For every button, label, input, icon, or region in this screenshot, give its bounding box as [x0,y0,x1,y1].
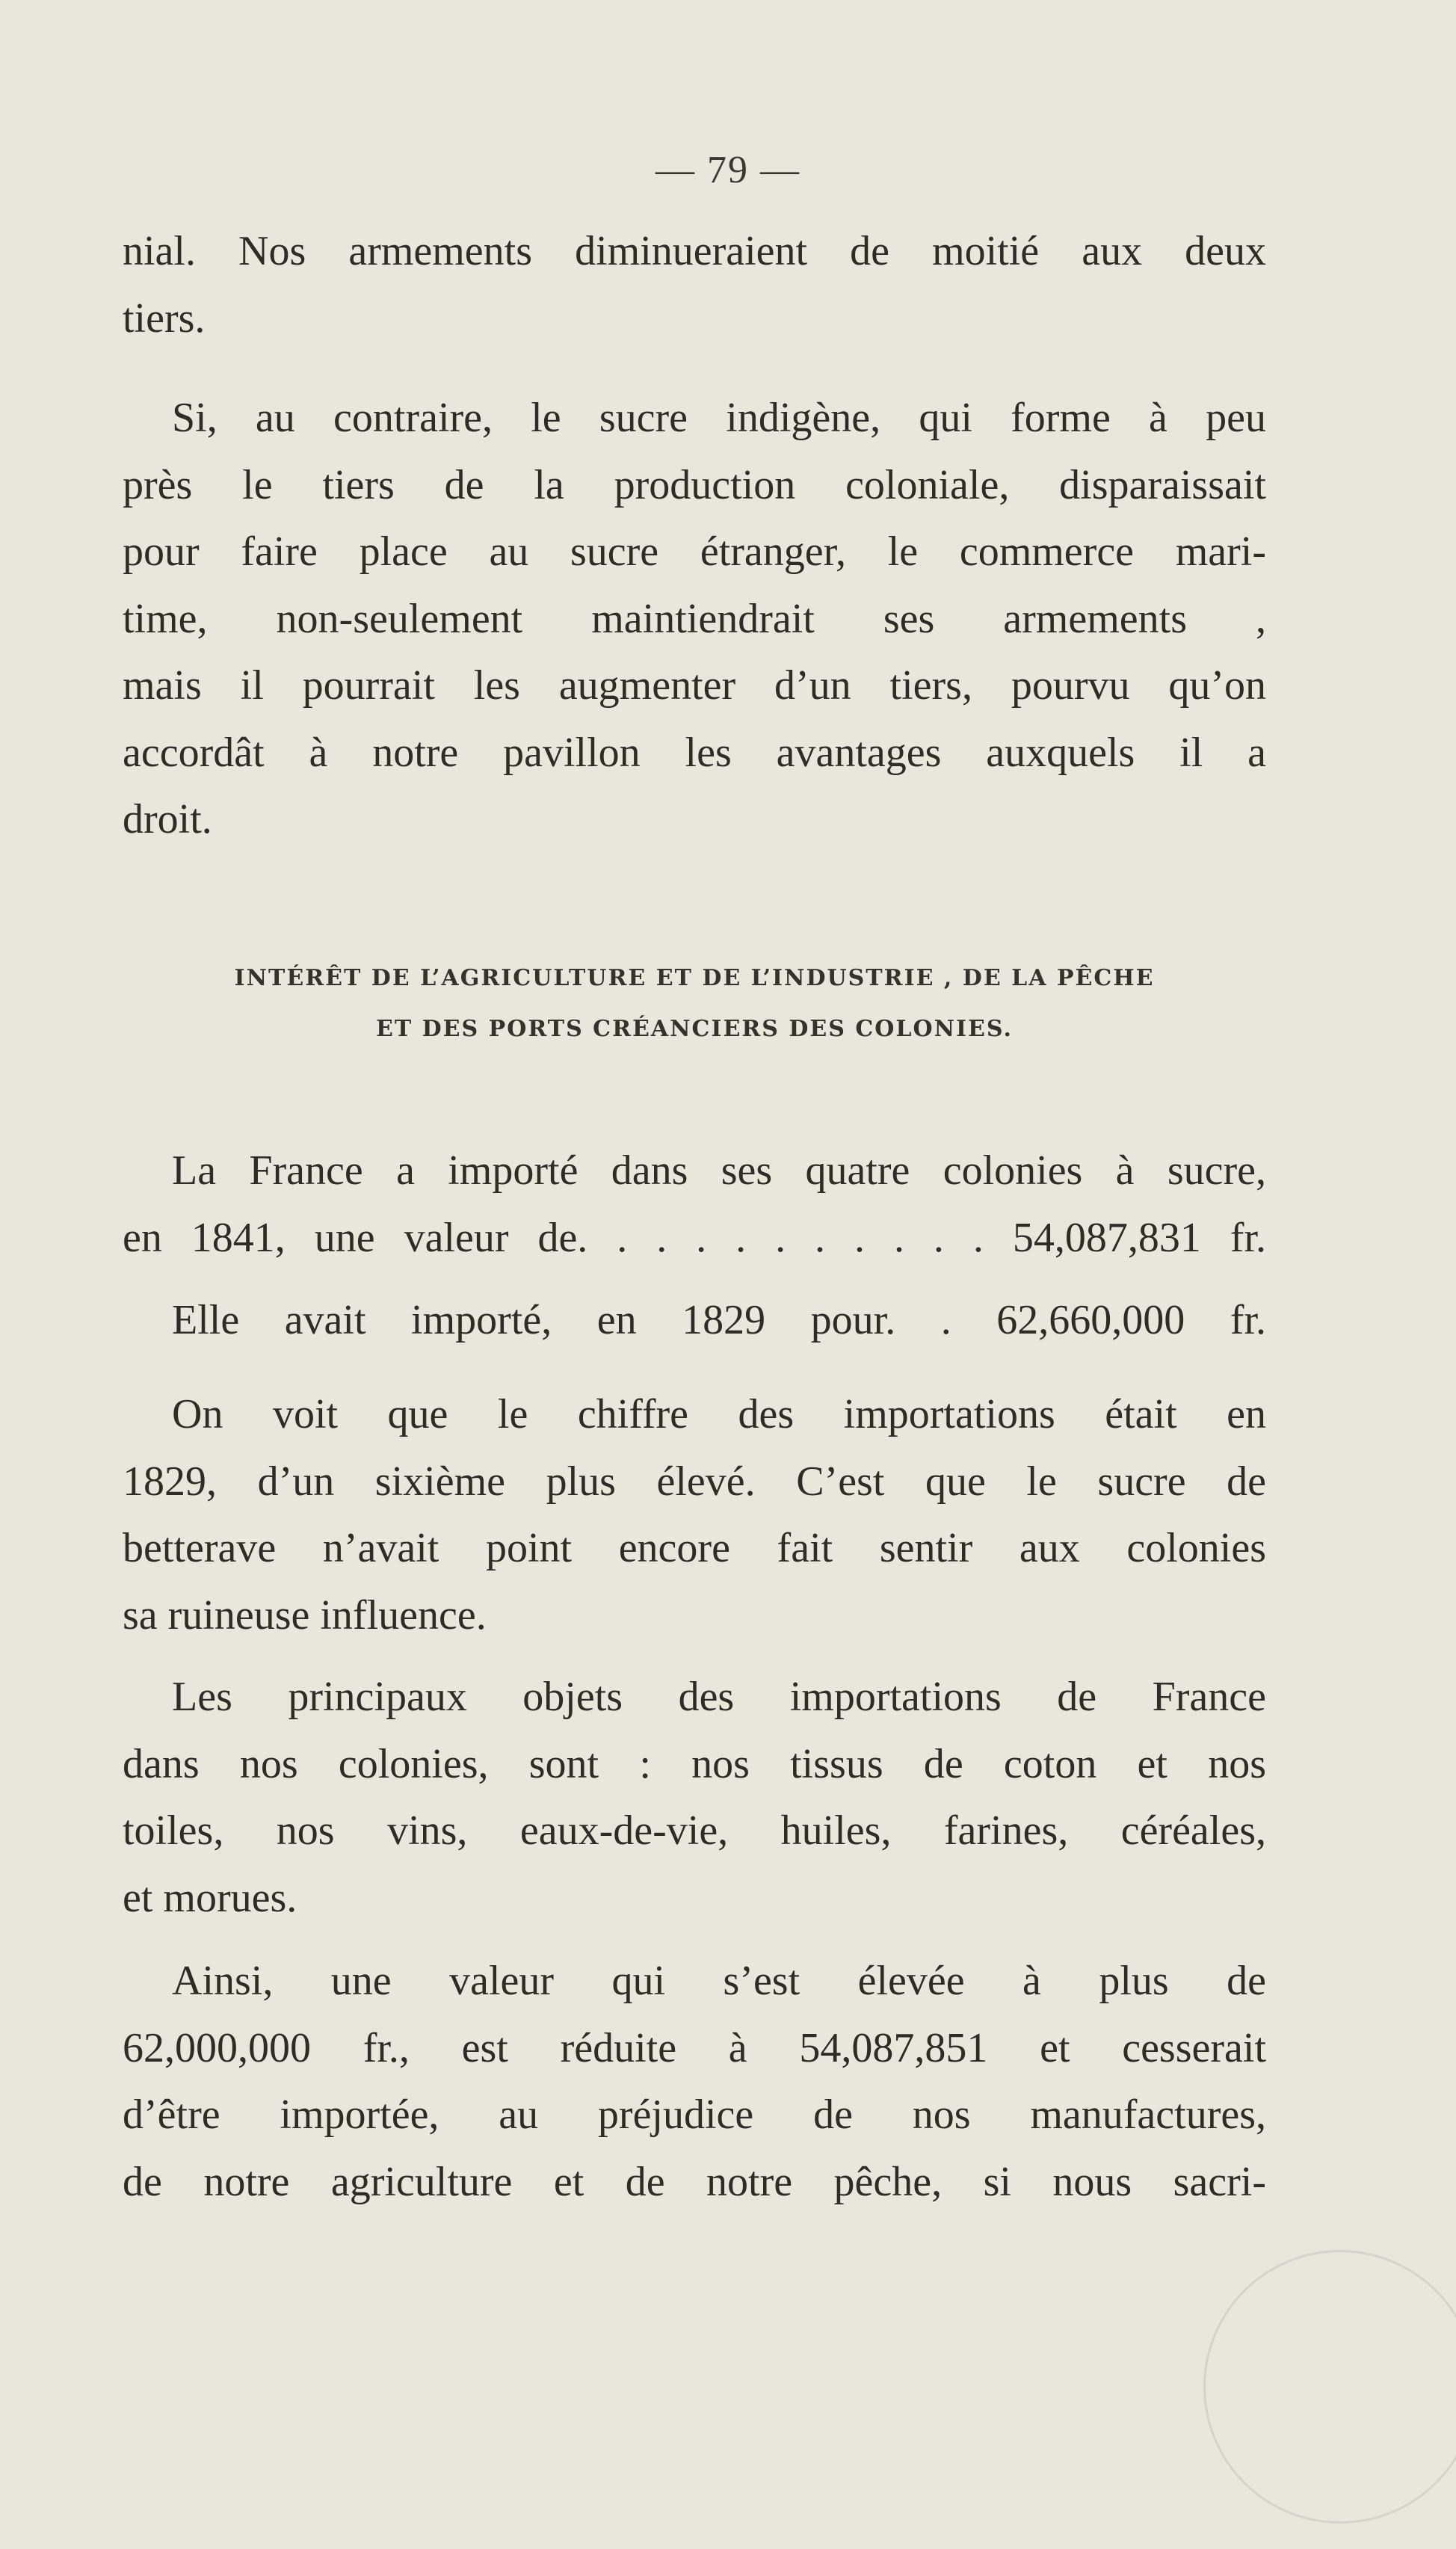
text-line: time, non-seulement maintiendrait ses armements , [123,595,1266,642]
paragraph-sucre-indigene [123,385,1266,854]
text-line: pour faire place au sucre étranger, le commerce mari- [123,528,1266,575]
text-line: de notre agriculture et de notre pêche, si nous sacri- [123,2158,1266,2205]
section-heading [123,953,1266,1055]
page-number: — 79 — [655,149,801,191]
text-line: La France a importé dans ses quatre colonies à sucre, [172,1147,1266,1194]
text-line: et morues. [123,1874,297,1921]
text-line: 1829, d’un sixième plus élevé. C’est que le sucre de [123,1458,1266,1505]
text-line: près le tiers de la production coloniale, disparaissait [123,461,1266,508]
text-line: Si, au contraire, le sucre indigène, qui forme à peu [172,395,1266,441]
text-line: 62,000,000 fr., est réduite à 54,087,851 et cesserait [123,2024,1266,2071]
text-line: tiers. [123,295,206,342]
text-line: toiles, nos vins, eaux-de-vie, huiles, farines, céréales, [123,1807,1266,1854]
faded-library-stamp [1203,2250,1456,2524]
text-line: dans nos colonies, sont : nos tissus de coton et nos [123,1740,1266,1787]
text-line: On voit que le chiffre des importations était en [172,1391,1266,1437]
text-line: sa ruineuse influence. [123,1591,487,1639]
text-line: Les principaux objets des importations de France [172,1674,1266,1720]
paragraph-ainsi [123,1948,1266,2216]
text-line: accordât à notre pavillon les avantages auxquels il a [123,729,1266,776]
text-line: Elle avait importé, en 1829 pour. . 62,660,000 fr. [172,1297,1266,1343]
text-line: en 1841, une valeur de. . . . . . . . . . . 54,087,831 fr. [123,1214,1266,1261]
heading-line: INTÉRÊT DE L’AGRICULTURE ET DE L’INDUSTRIE , DE LA PÊCHE [234,965,1155,991]
paragraph-imports-1829 [123,1287,1266,1354]
paragraph-principaux-objets [123,1664,1266,1932]
text-line: betterave n’avait point encore fait sentir aux colonies [123,1525,1266,1571]
text-line: nial. Nos armements diminueraient de moitié aux deux [123,228,1266,274]
paragraph-chiffre [123,1381,1266,1649]
paragraph-imports-1841 [123,1138,1266,1272]
heading-line: ET DES PORTS CRÉANCIERS DES COLONIES. [376,1016,1013,1042]
paragraph-continuation [123,218,1266,352]
text-line: d’être importée, au préjudice de nos manufactures, [123,2092,1266,2138]
text-line: Ainsi, une valeur qui s’est élevée à plus de [172,1958,1266,2004]
text-line: mais il pourrait les augmenter d’un tiers, pourvu qu’on [123,662,1266,709]
text-line: droit. [123,796,212,842]
